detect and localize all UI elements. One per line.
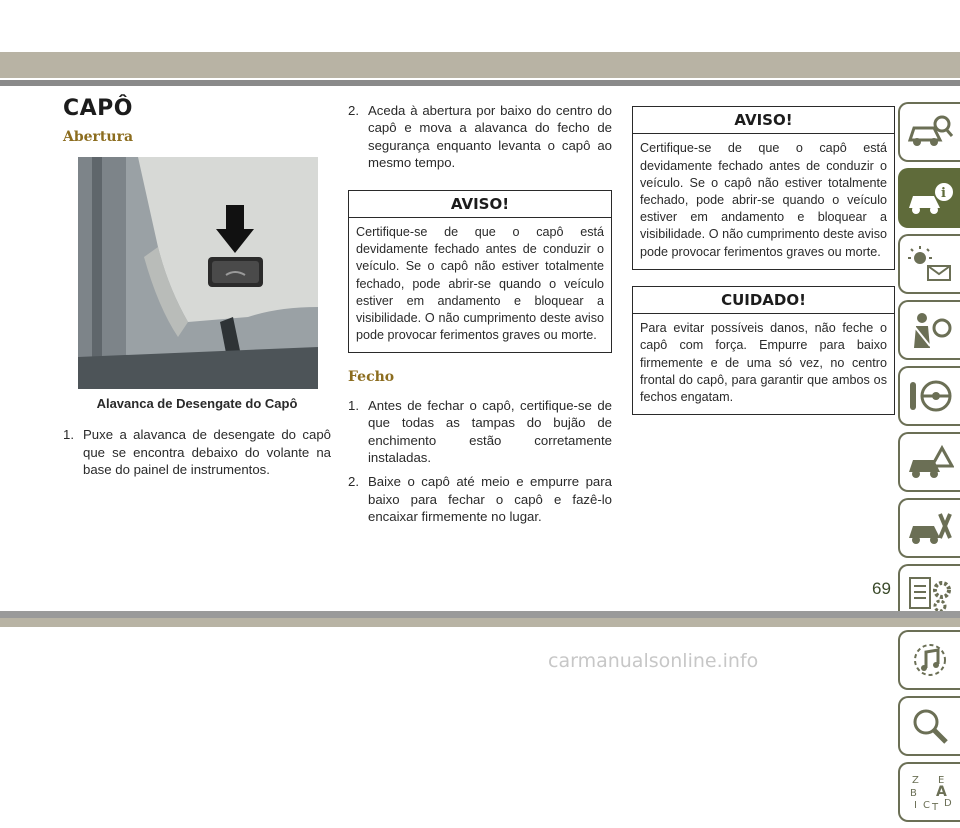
tab-multimedia[interactable] — [898, 630, 960, 690]
step-text: Baixe o capô até meio e empurre para baixo para fechar o capô e fazê-lo encaixar firmemente no lugar. — [368, 474, 612, 525]
watermark: carmanualsonline.info — [548, 650, 759, 672]
step-number: 1. — [63, 427, 74, 443]
step-1 — [63, 426, 331, 478]
specifications-gears-icon — [906, 574, 954, 614]
footer-rule — [0, 611, 960, 618]
column-right — [632, 106, 895, 431]
step-text: Aceda à abertura por baixo do centro do capô e mova a alavanca do fecho de segurança enquanto levanta o capô ao mesmo tempo. — [368, 103, 612, 171]
index-letter: E — [938, 775, 945, 786]
multimedia-icon — [906, 640, 954, 680]
step-2 — [348, 102, 612, 172]
index-letter: A — [936, 784, 947, 800]
tab-car-tools[interactable] — [898, 498, 960, 558]
warning-title: AVISO! — [349, 191, 611, 218]
section-title: CAPÔ — [63, 96, 133, 121]
page-number: 69 — [872, 579, 891, 598]
svg-text:i: i — [941, 186, 946, 201]
subtitle-opening: Abertura — [63, 129, 134, 146]
close-step-1 — [348, 397, 612, 467]
index-letter: Z — [912, 775, 919, 786]
caution-title: CUIDADO! — [633, 287, 894, 314]
car-info-icon — [906, 178, 954, 218]
warning-text: Certifique-se de que o capô está devidamente fechado antes de conduzir o veículo. Se o capô não estiver totalmente fechado, pode abrir-se quando o veículo estiver em andamento e bloquear a visibilidade. O não cumprimento deste aviso pode provocar ferimentos graves ou morte. — [356, 225, 604, 343]
subtitle-closing: Fecho — [348, 369, 395, 386]
tab-search[interactable] — [898, 696, 960, 756]
step-number: 2. — [348, 103, 359, 118]
warning-lights-message-icon — [906, 244, 954, 284]
header-band — [0, 52, 960, 78]
tab-seatbelt-airbag[interactable] — [898, 300, 960, 360]
caution-box — [632, 286, 895, 415]
tab-steering-wheel[interactable] — [898, 366, 960, 426]
column-middle — [348, 102, 612, 533]
search-icon — [906, 706, 954, 746]
index-letter: D — [944, 798, 952, 809]
tab-car-hazard[interactable] — [898, 432, 960, 492]
seatbelt-airbag-icon — [906, 310, 954, 350]
tab-car-search[interactable] — [898, 102, 960, 162]
chapter-tabs — [898, 102, 960, 828]
step-text: Puxe a alavanca de desengate do capô que se encontra debaixo do volante na base do painel de instrumentos. — [83, 427, 331, 478]
index-letter: B — [910, 788, 917, 799]
tab-index[interactable] — [898, 762, 960, 822]
column-left — [63, 96, 331, 485]
warning-title: AVISO! — [633, 107, 894, 134]
warning-box — [632, 106, 895, 270]
step-number: 1. — [348, 397, 359, 413]
photo-caption: Alavanca de Desengate do Capô — [96, 395, 298, 411]
step-text: Antes de fechar o capô, certifique-se de que todas as tampas do bujão de enchimento estão corretamente instaladas. — [368, 397, 612, 466]
header-rule — [0, 80, 960, 86]
index-letters-icon — [906, 772, 954, 812]
index-letter: T — [932, 802, 939, 812]
index-letter: I — [914, 800, 917, 811]
index-letter: C — [923, 800, 930, 811]
caution-text: Para evitar possíveis danos, não feche o capô com força. Empurre para baixo firmemente e de uma só vez, no centro frontal do capô, para garantir que ambos os fechos engatam. — [640, 321, 887, 405]
steering-wheel-icon — [906, 376, 954, 416]
hood-release-photo — [78, 157, 318, 389]
tab-car-info[interactable] — [898, 168, 960, 228]
car-search-icon — [906, 112, 954, 152]
footer-band — [0, 618, 960, 627]
tab-warning-lights[interactable] — [898, 234, 960, 294]
close-step-2 — [348, 473, 612, 525]
hood-release-lever-image — [78, 157, 318, 389]
car-tools-icon — [906, 508, 954, 548]
step-number: 2. — [348, 474, 359, 490]
warning-text: Certifique-se de que o capô está devidamente fechado antes de conduzir o veículo. Se o capô não estiver totalmente fechado, pode abrir-se quando o veículo estiver em andamento e bloquear a visibilidade. O não cumprimento deste aviso pode provocar ferimentos graves ou morte. — [640, 141, 887, 259]
car-hazard-icon — [906, 442, 954, 482]
warning-box — [348, 190, 612, 354]
